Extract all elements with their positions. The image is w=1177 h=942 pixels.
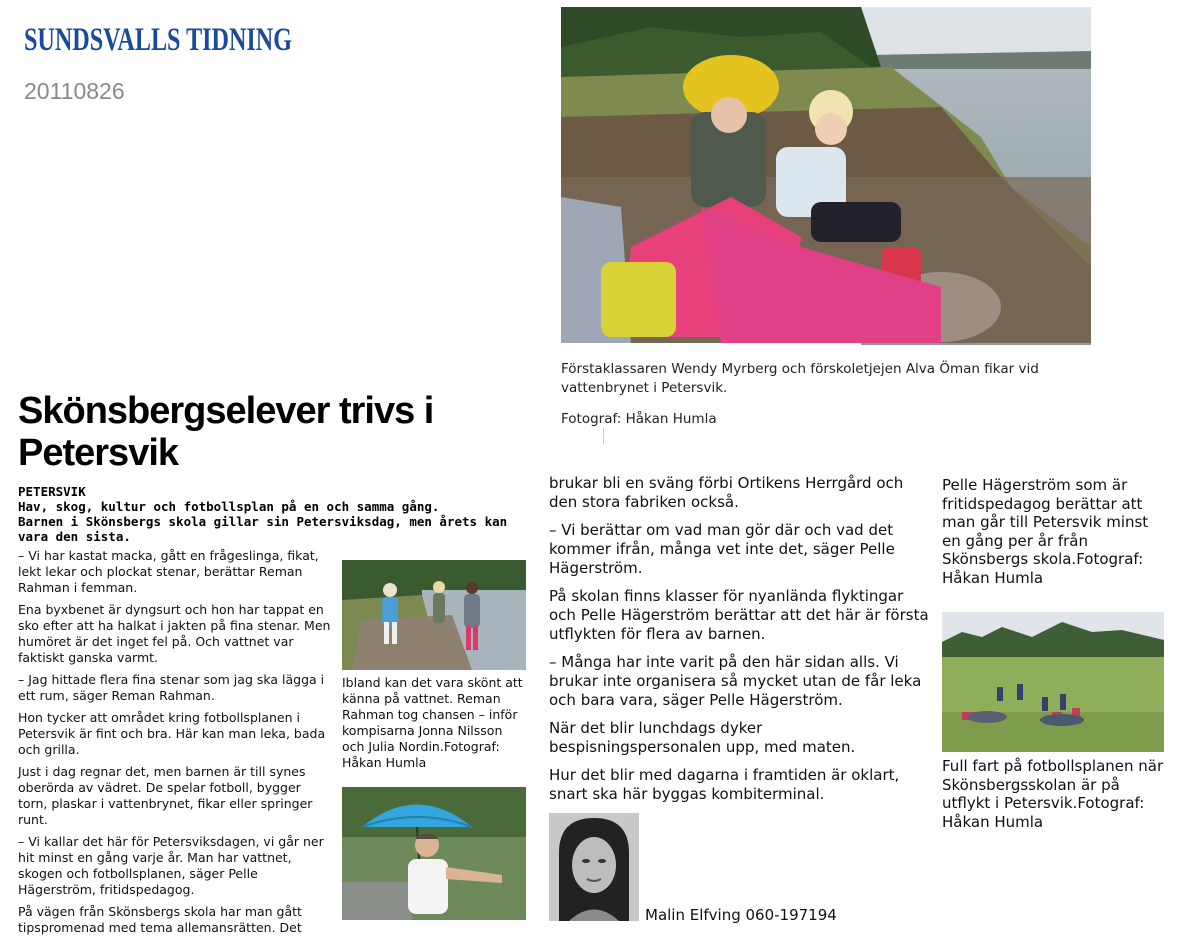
article-headline: Skönsbergselever trivs i Petersvik [18, 390, 434, 474]
main-photo-caption [561, 360, 1101, 429]
newspaper-logo-text: SUNDSVALLS TIDNING [24, 22, 292, 58]
article-lead-2: Barnen i Skönsbergs skola gillar sin Petersviksdag, men årets kan vara den sista. [18, 514, 508, 544]
paragraph: Hur det blir med dagarna i framtiden är oklart, snart ska här byggas kombiterminal. [549, 766, 900, 803]
article-lead-1: Hav, skog, kultur och fotbollsplan på en och samma gång. [18, 499, 440, 514]
paragraph: Hon tycker att området kring fotbollsplanen i Petersvik är fint och bra. Här kan man leka, bada och grilla. [18, 710, 326, 757]
col3-caption-2: Full fart på fotbollsplanen när Skönsbergsskolan är på utflykt i Petersvik.Fotograf: Håkan Humla [942, 757, 1164, 831]
paragraph: När det blir lunchdags dyker bespisningspersonalen upp, med maten. [549, 719, 856, 756]
newspaper-logo [24, 18, 294, 58]
lake-photo-caption: Ibland kan det vara skönt att känna på vattnet. Reman Rahman tog chansen – inför kompisarna Jonna Nilsson och Julia Nordin.Fotograf: Håkan Humla [342, 675, 523, 770]
paragraph: – Vi kallar det här för Petersviksdagen, vi går ner hit minst en gång varje år. Man har vattnet, skogen och fotbollsplanen, säger Pelle Hägerström, fritidspedagog. [18, 834, 324, 897]
football-field-photo [942, 612, 1164, 752]
article-column-2 [549, 474, 929, 813]
lake-photo [342, 560, 526, 670]
paragraph: – Många har inte varit på den här sidan alls. Vi brukar inte organisera så mycket utan de får leka och bara vara, säger Pelle Hägerström. [549, 653, 922, 709]
paragraph: På vägen från Skönsbergs skola har man gått tipspromenad med tema allemansrätten. Det [18, 904, 302, 935]
paragraph: Ena byxbenet är dyngsurt och hon har tappat en sko efter att ha halkat i jakten på fina stenar. Men humöret är det inget fel på. Och vattnet var faktiskt ganska varmt. [18, 602, 331, 665]
paragraph: brukar bli en sväng förbi Ortikens Herrgård och den stora fabriken också. [549, 474, 904, 511]
umbrella-photo [342, 787, 526, 920]
article-lead [18, 484, 528, 544]
main-photo-caption-text: Förstaklassaren Wendy Myrberg och förskoletjejen Alva Öman fikar vid vattenbrynet i Petersvik. [561, 361, 1039, 396]
paragraph: På skolan finns klasser för nyanlända flyktingar och Pelle Hägerström berättar att det här är första utflykten för flera av barnen. [549, 587, 929, 643]
article-dateline: PETERSVIK [18, 484, 86, 499]
main-photo-photographer: Fotograf: Håkan Humla [561, 411, 717, 427]
paragraph: – Jag hittade flera fina stenar som jag ska lägga i ett rum, säger Reman Rahman. [18, 672, 325, 703]
paragraph: – Vi berättar om vad man gör där och vad det kommer ifrån, många vet inte det, säger Pelle Hägerström. [549, 521, 895, 577]
col3-caption-1: Pelle Hägerström som är fritidspedagog berättar att man går till Petersvik minst en gång per år från Skönsbergs skola.Fotograf: Håkan Humla [942, 476, 1149, 587]
article-column-1 [18, 548, 334, 942]
author-photo [549, 813, 639, 921]
paragraph: – Vi har kastat macka, gått en frågeslinga, fikat, lekt lekar och plockat stenar, berättar Reman Rahman i femman. [18, 548, 319, 595]
author-byline: Malin Elfving 060-197194 [645, 906, 837, 924]
divider [603, 428, 604, 444]
publication-date: 20110826 [24, 78, 125, 104]
paragraph: Just i dag regnar det, men barnen är till synes oberörda av vädret. De spelar fotboll, bygger torn, plaskar i vattenbrynet, fikar eller springer runt. [18, 764, 313, 827]
main-photo [561, 7, 1091, 343]
